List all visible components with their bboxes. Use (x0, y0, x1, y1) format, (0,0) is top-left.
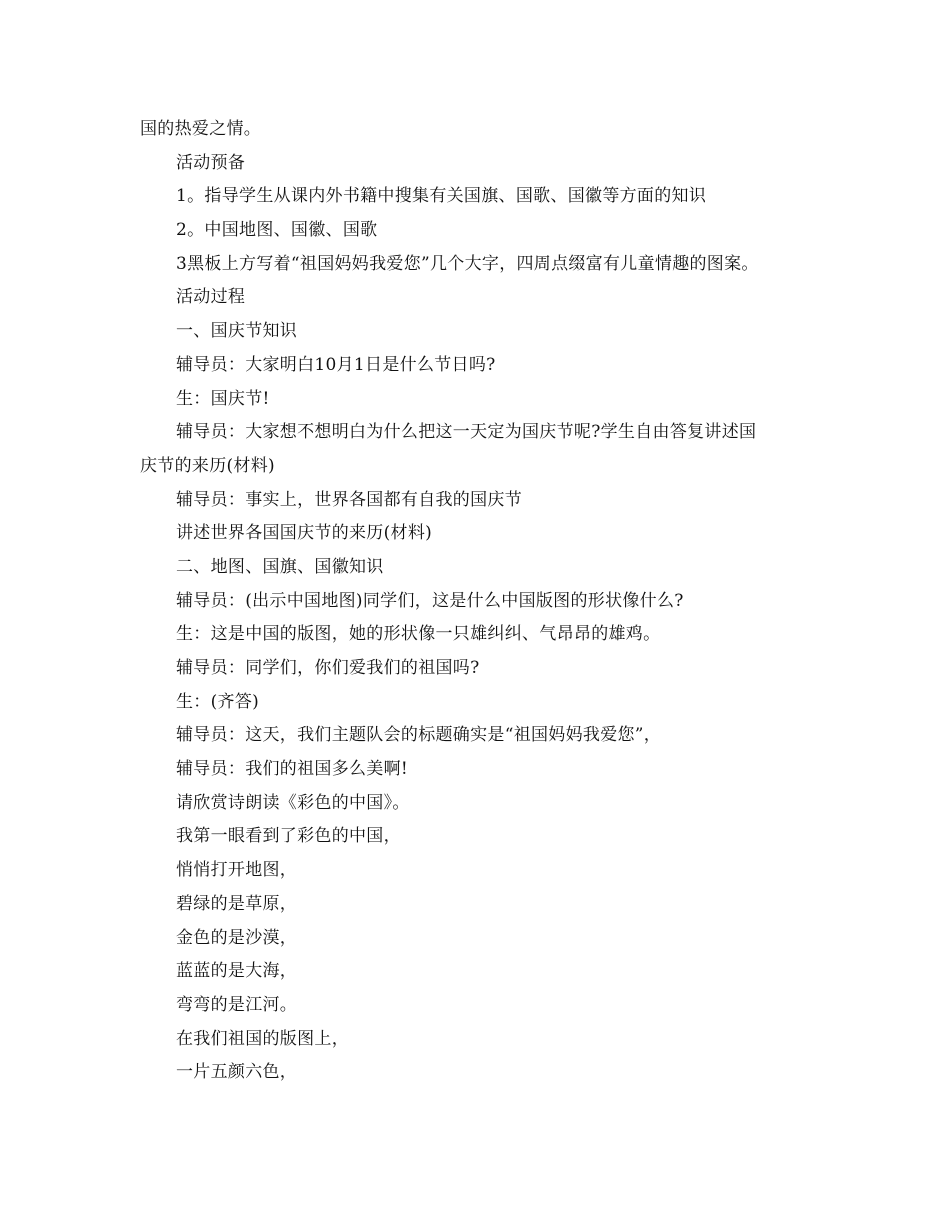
text-line: 辅导员：大家想不想明白为什么把这一天定为国庆节呢?学生自由答复讲述国 (176, 422, 757, 443)
document-body (140, 113, 820, 1090)
text-line: 生：(齐答) (176, 691, 260, 712)
text-line: 悄悄打开地图， (176, 860, 298, 881)
text-line: 辅导员：(出示中国地图)同学们，这是什么中国版图的形状像什么? (176, 590, 684, 611)
text-line: 一、国庆节知识 (176, 321, 298, 342)
text-line: 辅导员：大家明白10月1日是什么节日吗? (176, 354, 496, 375)
text-line: 国的热爱之情。 (140, 119, 262, 139)
text-line: 3黑板上方写着“祖国妈妈我爱您”几个大字，四周点缀富有儿童情趣的图案。 (176, 253, 759, 274)
text-line: 金色的是沙漠， (176, 927, 298, 948)
text-line: 辅导员：同学们，你们爱我们的祖国吗? (176, 658, 480, 678)
text-line: 请欣赏诗朗读《彩色的中国》。 (176, 792, 410, 813)
text-line: 生：国庆节! (176, 388, 270, 409)
text-line: 弯弯的是江河。 (176, 994, 298, 1015)
text-line: 辅导员：我们的祖国多么美啊! (176, 759, 409, 780)
text-line: 庆节的来历(材料) (140, 455, 275, 476)
text-line: 1。指导学生从课内外书籍中搜集有关国旗、国歌、国徽等方面的知识 (176, 186, 707, 207)
text-line: 讲述世界各国国庆节的来历(材料) (176, 523, 433, 544)
text-line: 二、地图、国旗、国徽知识 (176, 556, 384, 577)
text-line: 生：这是中国的版图，她的形状像一只雄纠纠、气昂昂的雄鸡。 (176, 624, 661, 645)
text-line: 碧绿的是草原， (176, 893, 298, 914)
text-line: 活动过程 (176, 287, 246, 308)
text-line: 辅导员：事实上，世界各国都有自我的国庆节 (176, 489, 522, 510)
text-line: 蓝蓝的是大海， (176, 961, 298, 982)
text-line: 一片五颜六色， (176, 1062, 298, 1083)
text-line: 辅导员：这天，我们主题队会的标题确实是“祖国妈妈我爱您”， (176, 725, 662, 746)
text-line: 活动预备 (176, 152, 246, 173)
text-line: 我第一眼看到了彩色的中国， (176, 826, 401, 847)
text-line: 在我们祖国的版图上， (176, 1028, 349, 1049)
text-line: 2。中国地图、国徽、国歌 (176, 220, 378, 241)
